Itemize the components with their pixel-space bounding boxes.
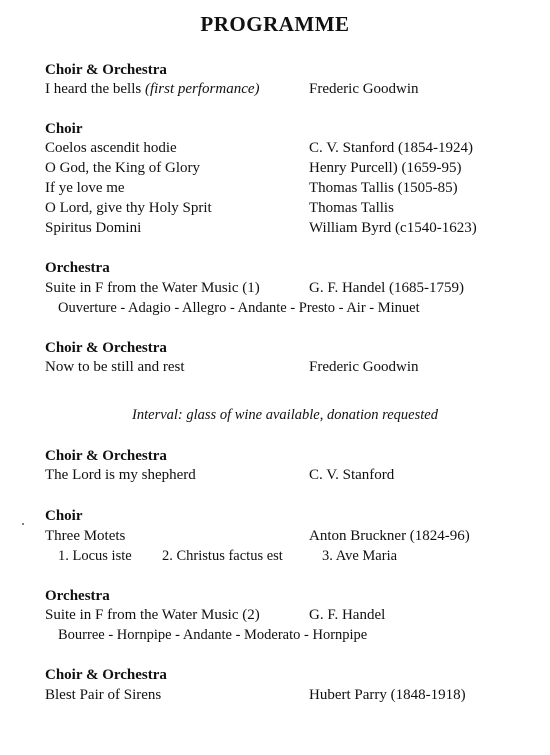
composer: G. F. Handel: [309, 607, 386, 623]
motet-item: 2. Christus factus est: [162, 548, 283, 564]
composer: Anton Bruckner (1824-96): [309, 528, 470, 544]
movements-list: Ouverture - Adagio - Allegro - Andante - Presto - Air - Minuet: [58, 300, 420, 316]
section-heading: Choir & Orchestra: [45, 62, 167, 78]
piece-title: Now to be still and rest: [45, 359, 185, 375]
section-heading: Choir & Orchestra: [45, 340, 167, 356]
piece-title: Coelos ascendit hodie: [45, 140, 177, 156]
piece-title: [45, 81, 260, 98]
composer: Thomas Tallis: [309, 200, 394, 216]
piece-title: Suite in F from the Water Music (2): [45, 607, 260, 623]
composer: Frederic Goodwin: [309, 81, 419, 97]
section-heading: Choir & Orchestra: [45, 667, 167, 683]
composer: Frederic Goodwin: [309, 359, 419, 375]
motet-item: 3. Ave Maria: [322, 548, 398, 564]
composer: Henry Purcell) (1659-95): [309, 160, 462, 176]
section-heading: Choir: [45, 121, 83, 137]
piece-title: Suite in F from the Water Music (1): [45, 280, 260, 296]
section-heading: Orchestra: [45, 260, 110, 276]
section-heading: Choir & Orchestra: [45, 448, 167, 464]
piece-title: O Lord, give thy Holy Sprit: [45, 200, 212, 216]
piece-title: The Lord is my shepherd: [45, 467, 196, 483]
composer: C. V. Stanford (1854-1924): [309, 140, 474, 156]
motet-item: 1. Locus iste: [58, 548, 132, 564]
section-heading: Orchestra: [45, 588, 110, 604]
composer: G. F. Handel (1685-1759): [309, 280, 465, 296]
piece-title: Spiritus Domini: [45, 220, 142, 236]
piece-title: O God, the King of Glory: [45, 160, 200, 176]
composer: Hubert Parry (1848-1918): [309, 687, 466, 703]
piece-title: Blest Pair of Sirens: [45, 687, 162, 703]
piece-title: If ye love me: [45, 180, 125, 196]
first-performance-note: (first performance): [144, 81, 260, 97]
composer: Thomas Tallis (1505-85): [309, 180, 458, 196]
page-title: PROGRAMME: [200, 12, 350, 36]
section-heading: Choir: [45, 508, 83, 524]
piece-title-text: I heard the bells: [45, 81, 142, 97]
composer: C. V. Stanford: [309, 467, 395, 483]
piece-title: Three Motets: [45, 528, 126, 544]
movements-list: Bourree - Hornpipe - Andante - Moderato - Hornpipe: [58, 627, 368, 643]
interval-note: Interval: glass of wine available, donation requested: [132, 407, 438, 423]
composer: William Byrd (c1540-1623): [309, 220, 477, 236]
speck-mark: [22, 523, 24, 525]
